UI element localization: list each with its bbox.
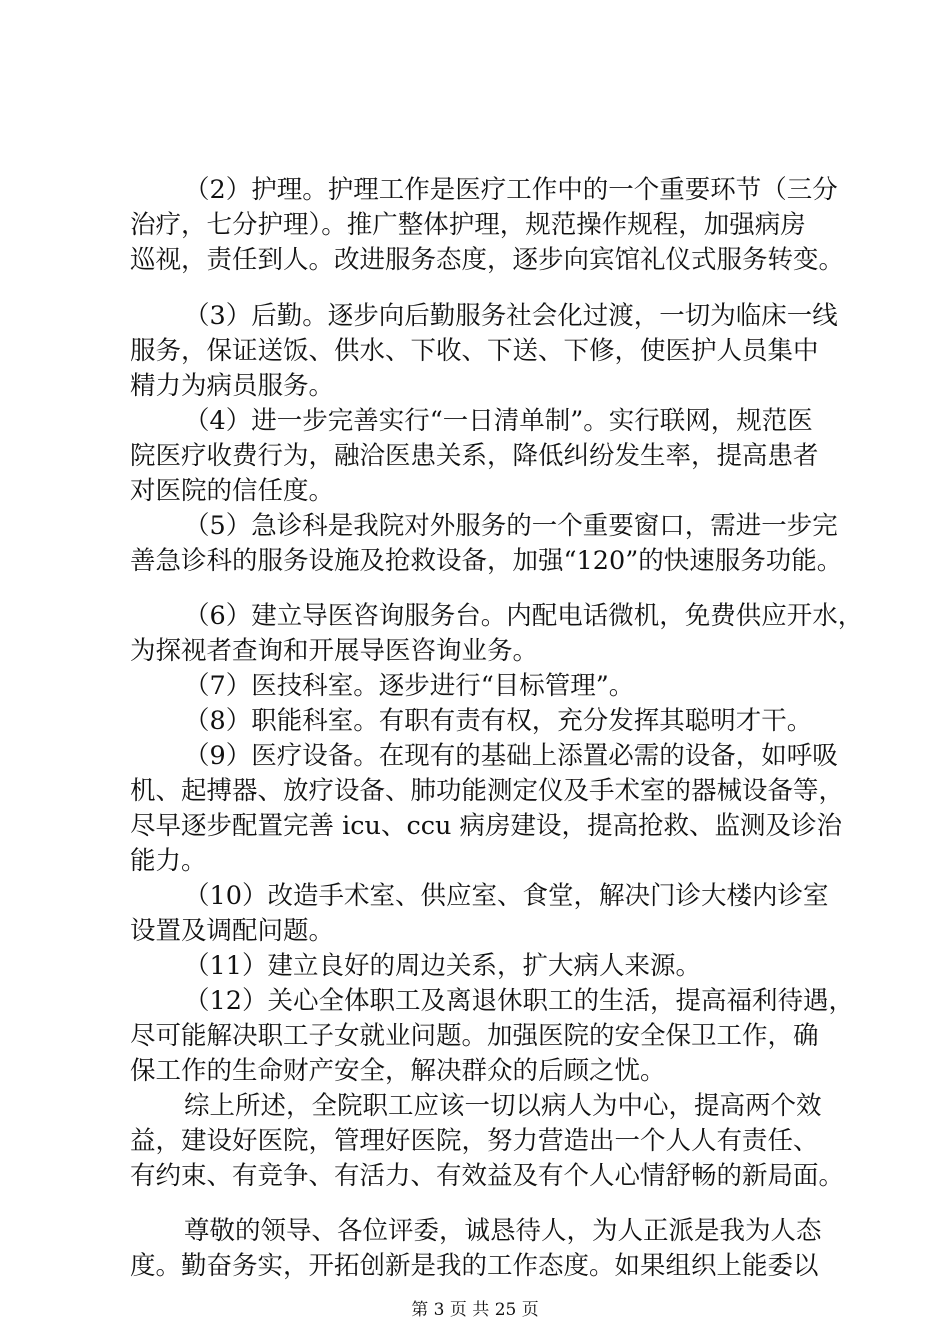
body-text-line: 善急诊科的服务设施及抢救设备，加强“120”的快速服务功能。 — [130, 546, 843, 576]
body-text-line: （4）进一步完善实行“一日清单制”。实行联网，规范医 — [184, 406, 813, 436]
body-text-line: 度。勤奋务实，开拓创新是我的工作态度。如果组织上能委以 — [130, 1251, 819, 1281]
body-text-line: 有约束、有竞争、有活力、有效益及有个人心情舒畅的新局面。 — [130, 1161, 845, 1191]
body-text-line: 对医院的信任度。 — [130, 476, 335, 506]
body-text-line: （3）后勤。逐步向后勤服务社会化过渡，一切为临床一线 — [184, 301, 838, 331]
body-text-line: 院医疗收费行为，融洽医患关系，降低纠纷发生率，提高患者 — [130, 441, 819, 471]
body-text-line: 精力为病员服务。 — [130, 371, 335, 401]
body-text-line: 尽可能解决职工子女就业问题。加强医院的安全保卫工作，确 — [130, 1021, 819, 1051]
body-text-line: （10）改造手术室、供应室、食堂，解决门诊大楼内诊室 — [184, 881, 829, 911]
body-text-line: 尽早逐步配置完善 icu、ccu 病房建设，提高抢救、监测及诊治 — [130, 811, 843, 841]
body-text-line: （6）建立导医咨询服务台。内配电话微机，免费供应开水， — [184, 601, 864, 631]
body-text-line: （5）急诊科是我院对外服务的一个重要窗口，需进一步完 — [184, 511, 838, 541]
body-text-line: 益，建设好医院，管理好医院，努力营造出一个人人有责任、 — [130, 1126, 819, 1156]
body-text-line: 设置及调配问题。 — [130, 916, 335, 946]
body-text-line: （2）护理。护理工作是医疗工作中的一个重要环节（三分 — [184, 175, 838, 205]
body-text-line: 巡视，责任到人。改进服务态度，逐步向宾馆礼仪式服务转变。 — [130, 245, 845, 275]
body-text-line: （12）关心全体职工及离退休职工的生活，提高福利待遇， — [184, 986, 854, 1016]
body-text-line: 保工作的生命财产安全，解决群众的后顾之忧。 — [130, 1056, 666, 1086]
body-text-line: 综上所述，全院职工应该一切以病人为中心，提高两个效 — [184, 1091, 822, 1121]
body-text-line: 服务，保证送饭、供水、下收、下送、下修，使医护人员集中 — [130, 336, 819, 366]
body-text-line: 机、起搏器、放疗设备、肺功能测定仪及手术室的器械设备等， — [130, 776, 845, 806]
page-number-footer: 第 3 页 共 25 页 — [411, 1300, 539, 1320]
body-text-line: 能力。 — [130, 846, 207, 876]
body-text-line: （11）建立良好的周边关系，扩大病人来源。 — [184, 951, 701, 981]
body-text-line: （8）职能科室。有职有责有权，充分发挥其聪明才干。 — [184, 706, 813, 736]
body-text-line: 治疗，七分护理）。推广整体护理，规范操作规程，加强病房 — [130, 210, 806, 240]
body-text-line: （7）医技科室。逐步进行“目标管理”。 — [184, 671, 635, 701]
body-text-line: （9）医疗设备。在现有的基础上添置必需的设备，如呼吸 — [184, 741, 838, 771]
body-text-line: 为探视者查询和开展导医咨询业务。 — [130, 636, 539, 666]
body-text-line: 尊敬的领导、各位评委，诚恳待人，为人正派是我为人态 — [184, 1216, 822, 1246]
